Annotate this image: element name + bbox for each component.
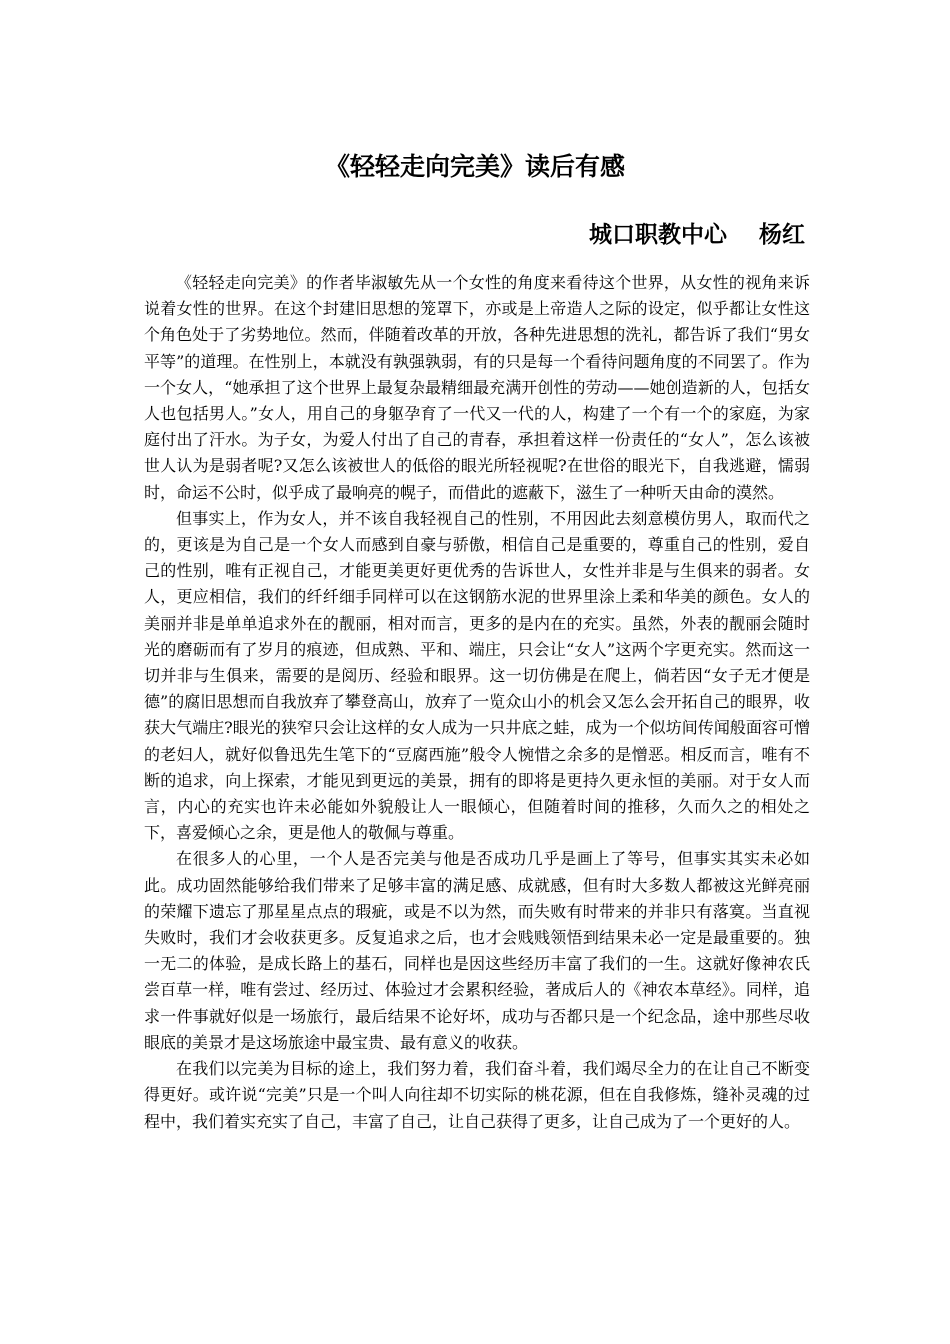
paragraph-4: 在我们以完美为目标的途上，我们努力着，我们奋斗着，我们竭尽全力的在让自己不断变得更好。或许说“完美”只是一个叫人向往却不切实际的桃花源，但在自我修炼，缝补灵魂的过程中，我们着实充实了自己，丰富了自己，让自己获得了更多，让自己成为了一个更好的人。 — [144, 1059, 810, 1131]
paragraph-1: 《轻轻走向完美》的作者毕淑敏先从一个女性的角度来看待这个世界，从女性的视角来诉说着女性的世界。在这个封建旧思想的笼罩下，亦或是上帝造人之际的设定，似乎都让女性这个角色处于了劣势地位。然而，伴随着改革的开放，各种先进思想的洗礼，都告诉了我们“男女平等”的道理。在性别上，本就没有孰强孰弱，有的只是每一个看待问题角度的不同罢了。作为一个女人，“她承担了这个世界上最复杂最精细最充满开创性的劳动——她创造新的人，包括女人也包括男人。”女人，用自己的身躯孕育了一代又一代的人，构建了一个有一个的家庭，为家庭付出了汗水。为子女，为爱人付出了自己的青春，承担着这样一份责任的“女人”，怎么该被世人认为是弱者呢?又怎么该被世人的低俗的眼光所轻视呢?在世俗的眼光下，自我逃避，懦弱时，命运不公时，似乎成了最响亮的幌子，而借此的遮蔽下，滋生了一种听天由命的漠然。 — [144, 273, 810, 502]
author-line: 城口职教中心 杨红 — [588, 222, 805, 248]
document-body — [144, 270, 810, 1135]
document-title: 《轻轻走向完美》读后有感 — [324, 152, 625, 181]
paragraph-3: 在很多人的心里，一个人是否完美与他是否成功几乎是画上了等号，但事实其实未必如此。成功固然能够给我们带来了足够丰富的满足感、成就感，但有时大多数人都被这光鲜亮丽的荣耀下遗忘了那星星点点的瑕疵，或是不以为然，而失败有时带来的并非只有落寞。当直视失败时，我们才会收获更多。反复追求之后，也才会贱贱领悟到结果未必一定是最重要的。独一无二的体验，是成长路上的基石，同样也是因这些经历丰富了我们的一生。这就好像神农氏尝百草一样，唯有尝过、经历过、体验过才会累积经验，著成后人的《神农本草经》。同样，追求一件事就好似是一场旅行，最后结果不论好坏，成功与否都只是一个纪念品，途中那些尽收眼底的美景才是这场旅途中最宝贵、最有意义的收获。 — [144, 849, 810, 1052]
paragraph-2: 但事实上，作为女人，并不该自我轻视自己的性别，不用因此去刻意模仿男人，取而代之的，更该是为自己是一个女人而感到自豪与骄傲，相信自己是重要的，尊重自己的性别，爱自己的性别，唯有正视自己，才能更美更好更优秀的告诉世人，女性并非是与生俱来的弱者。女人，更应相信，我们的纤纤细手同样可以在这钢筋水泥的世界里涂上柔和华美的颜色。女人的美丽并非是单单追求外在的靓丽，相对而言，更多的是内在的充实。虽然，外表的靓丽会随时光的磨砺而有了岁月的痕迹，但成熟、平和、端庄，只会让“女人”这两个字更充实。然而这一切并非与生俱来，需要的是阅历、经验和眼界。这一切仿佛是在爬上，倘若因“女子无才便是德”的腐旧思想而自我放弃了攀登高山，放弃了一览众山小的机会又怎么会开拓自己的眼界，收获大气端庄?眼光的狭窄只会让这样的女人成为一只井底之蛙，成为一个似坊间传闻般面容可憎的老妇人，就好似鲁迅先生笔下的“豆腐西施”般令人惋惜之余多的是憎恶。相反而言，唯有不断的追求，向上探索，才能见到更远的美景，拥有的即将是更持久更永恒的美丽。对于女人而言，内心的充实也许未必能如外貌般让人一眼倾心，但随着时间的推移，久而久之的相处之下，喜爱倾心之余，更是他人的敬佩与尊重。 — [144, 508, 810, 843]
